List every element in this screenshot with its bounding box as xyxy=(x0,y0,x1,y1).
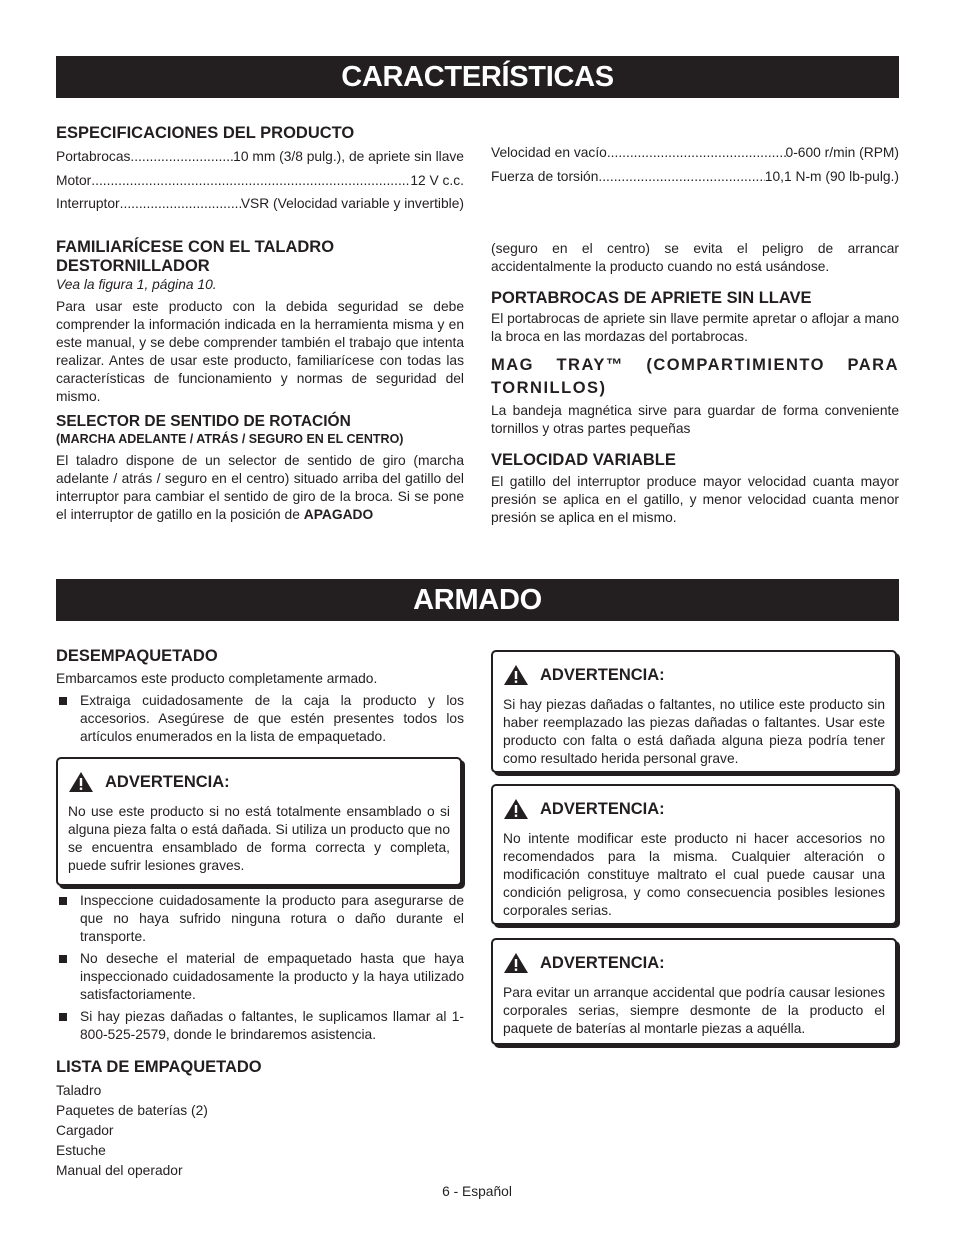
familiarize-heading: FAMILIARÍCESE CON EL TALADRO DESTORNILLADOR xyxy=(56,238,335,275)
warning-box-modify xyxy=(491,784,897,925)
unpacking-intro: Embarcamos este producto completamente armado. xyxy=(56,671,378,686)
spec-row xyxy=(56,169,464,193)
spec-value: 10 mm (3/8 pulg.), de apriete sin llave xyxy=(233,149,464,164)
warning-box-assembly xyxy=(56,757,462,886)
keyless-heading: PORTABROCAS DE APRIETE SIN LLAVE xyxy=(491,289,812,307)
unpacking-bullets xyxy=(56,892,464,1181)
warning-text: No intente modificar este producto ni hacer accesorios no recomendados para la misma. Cualquier alteración o modificación constituye maltrato el cual puede causar una condición peligrosa, y como consecuencia posibles lesiones corporales serias. xyxy=(503,831,885,918)
spec-row xyxy=(491,141,899,165)
list-item: Paquetes de baterías (2) xyxy=(56,1103,208,1118)
bullet-icon xyxy=(59,697,67,705)
warning-triangle-icon xyxy=(503,952,529,974)
spec-label: Interruptor xyxy=(56,196,120,211)
selector-continuation: (seguro en el centro) se evita el peligro de arrancar accidentalmente la producto cuando no está usándose. xyxy=(491,241,899,274)
familiarize-section xyxy=(56,238,464,524)
warning-label: ADVERTENCIA: xyxy=(105,772,230,791)
spec-label: Portabrocas xyxy=(56,149,131,164)
keyless-body: El portabrocas de apriete sin llave permite apretar o aflojar a mano la broca en las mordazas del portabrocas. xyxy=(491,311,899,344)
spec-value: 10,1 N-m (90 lb-pulg.) xyxy=(764,168,899,184)
list-item: Taladro xyxy=(56,1083,102,1098)
warning-label: ADVERTENCIA: xyxy=(540,953,665,972)
spec-value: VSR (Velocidad variable y invertible) xyxy=(240,196,464,211)
list-item: Estuche xyxy=(56,1143,106,1158)
familiarize-body: Para usar este producto con la debida seguridad se debe comprender la información indicada en la herramienta misma y en este manual, y se debe comprender también el trabajo que intenta realizar. Antes de usar este producto, familiarícese con todas las características de funcionamiento y normas de seguridad del mismo. xyxy=(56,299,464,404)
spec-row xyxy=(491,165,899,189)
variable-speed-heading: VELOCIDAD VARIABLE xyxy=(491,451,676,469)
packing-list xyxy=(56,1081,464,1181)
list-item: Inspeccione cuidadosamente la producto para asegurarse de que no haya sufrido ninguna rotura o daño durante el transporte. xyxy=(56,892,464,946)
selector-subheading: (MARCHA ADELANTE / ATRÁS / SEGURO EN EL CENTRO) xyxy=(56,432,404,446)
features-right-column xyxy=(491,240,899,527)
bullet-icon xyxy=(59,897,67,905)
warning-box-battery xyxy=(491,938,897,1045)
figure-reference: Vea la figura 1, página 10. xyxy=(56,277,217,292)
warning-text: Si hay piezas dañadas o faltantes, no utilice este producto sin haber reemplazado las piezas dañadas o faltantes. Usar este producto con falta o está dañada alguna pieza podría tener como resultado herida personal grave. xyxy=(503,697,885,766)
list-item: Manual del operador xyxy=(56,1163,183,1178)
selector-body: El taladro dispone de un selector de sentido de giro (marcha adelante / atrás / seguro en el centro) situado arriba del gatillo del interruptor para cambiar el sentido de giro de la broca. Si se pone el interruptor de gatillo en la posición de APAGADO xyxy=(56,453,464,522)
spec-row xyxy=(56,145,464,169)
spec-value: 12 V c.c. xyxy=(410,172,464,188)
spec-label: Fuerza de torsión xyxy=(491,168,599,184)
unpacking-heading: DESEMPAQUETADO xyxy=(56,647,218,665)
bullet-icon xyxy=(59,1013,67,1021)
list-item: No deseche el material de empaquetado hasta que haya inspeccionado cuidadosamente la producto y la haya utilizado satisfactoriamente. xyxy=(56,950,464,1004)
spec-label: Motor xyxy=(56,172,92,188)
warning-box-damaged xyxy=(491,650,897,773)
selector-body-bold: APAGADO xyxy=(303,507,374,522)
list-item: Extraiga cuidadosamente de la caja la producto y los accesorios. Asegúrese de que estén presentes todos los artículos enumerados en la lista de empaquetado. xyxy=(56,692,464,746)
spec-row xyxy=(56,192,464,216)
spec-value: 0-600 r/min (RPM) xyxy=(785,145,899,160)
page-number: 6 - Español xyxy=(442,1184,512,1199)
list-item: Cargador xyxy=(56,1123,114,1138)
specs-heading: ESPECIFICACIONES DEL PRODUCTO xyxy=(56,124,355,142)
spec-label: Velocidad en vacío xyxy=(491,145,607,160)
section-banner-armado: ARMADO xyxy=(56,579,899,621)
bullet-icon xyxy=(59,955,67,963)
magtray-body: La bandeja magnética sirve para guardar de forma conveniente tornillos y otras partes pequeñas xyxy=(491,403,899,436)
warning-triangle-icon xyxy=(68,771,94,793)
list-item: Si hay piezas dañadas o faltantes, le suplicamos llamar al 1-800-525-2579, donde le brindaremos asistencia. xyxy=(56,1008,464,1044)
warning-text: No use este producto si no está totalmente ensamblado o si alguna pieza falta o está dañada. Si utiliza un producto que no se encuentra ensamblado de forma correcta y completa, puede sufrir lesiones graves. xyxy=(68,804,450,873)
section-banner-caracteristicas: CARACTERÍSTICAS xyxy=(56,56,899,98)
warning-label: ADVERTENCIA: xyxy=(540,799,665,818)
specs-right-column xyxy=(491,141,899,188)
selector-heading: SELECTOR DE SENTIDO DE ROTACIÓN xyxy=(56,413,351,430)
packing-list-heading: LISTA DE EMPAQUETADO xyxy=(56,1058,262,1076)
variable-speed-body: El gatillo del interruptor produce mayor velocidad cuanta mayor presión se aplica en el gatillo, y menor velocidad cuanta menor presión se aplica en el mismo. xyxy=(491,474,899,525)
warning-text: Para evitar un arranque accidental que podría causar lesiones corporales serias, siempre desmonte de la producto el paquete de baterías al montarle piezas a aquélla. xyxy=(503,985,885,1036)
warning-triangle-icon xyxy=(503,798,529,820)
unpacking-section xyxy=(56,647,464,746)
specs-left-column xyxy=(56,124,464,216)
warning-triangle-icon xyxy=(503,664,529,686)
magtray-heading: MAG TRAY™ (COMPARTIMIENTO PARA TORNILLOS) xyxy=(491,356,899,397)
warning-label: ADVERTENCIA: xyxy=(540,665,665,684)
